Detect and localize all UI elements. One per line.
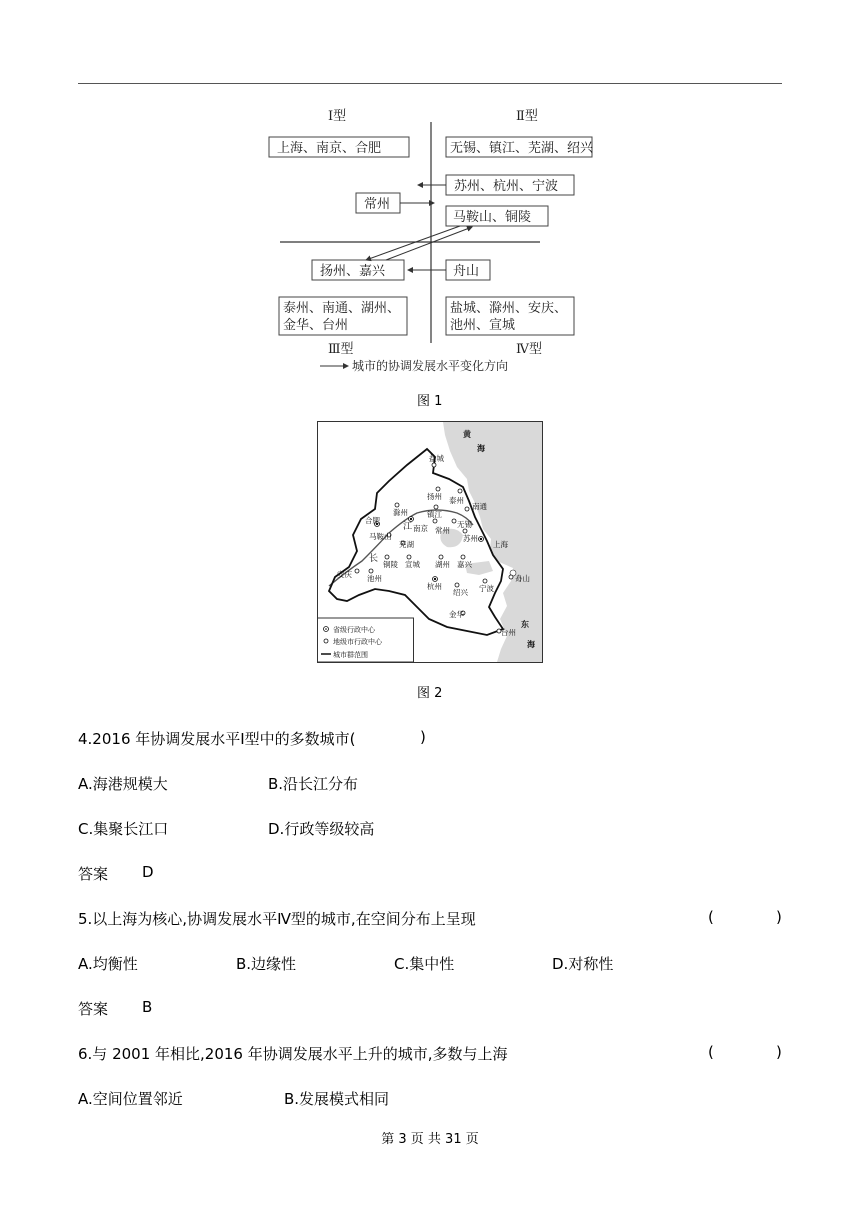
figure-1-diagram [260,100,600,380]
figure-2-map [317,421,543,663]
box-type3-line1: 泰州、南通、湖州、 [283,301,401,316]
label-hai-2: 海 [527,640,535,649]
box-suzhou-hangzhou-ningbo: 苏州、杭州、宁波 [454,179,559,194]
q5-option-d: D.对称性 [552,955,614,973]
header-rule [78,83,782,84]
type-4-label: Ⅳ型 [516,342,542,357]
label-taizhou-1: 泰州 [449,496,464,505]
box-type4-line1: 盐城、滁州、安庆、 [450,301,568,316]
figure-1-legend: 城市的协调发展水平变化方向 [352,359,509,373]
label-yangzhou: 扬州 [427,492,442,501]
box-shanghai-nanjing-hefei: 上海、南京、合肥 [277,141,382,156]
label-nanjing: 南京 [413,524,428,533]
q5-answer-label: 答案 [78,1000,109,1018]
box-changzhou: 常州 [364,197,391,212]
label-chuzhou: 滁州 [393,508,408,517]
box-type3-line2: 金华、台州 [283,318,349,333]
q5-answer: B [142,998,153,1016]
q4-stem: 4.2016 年协调发展水平Ⅰ型中的多数城市( [78,730,356,748]
q4-option-a: A.海港规模大 [78,775,168,793]
label-dong: 东 [521,620,529,629]
q6-option-b: B.发展模式相同 [284,1090,390,1108]
box-maanshan-tongling: 马鞍山、铜陵 [453,210,532,225]
q5-stem: 5.以上海为核心,协调发展水平Ⅳ型的城市,在空间分布上呈现 [78,910,476,928]
label-ningbo: 宁波 [479,584,494,593]
q6-paren-open: ( [708,1043,714,1061]
label-anqing: 安庆 [337,570,352,579]
page-footer: 第 3 页 共 31 页 [381,1132,479,1147]
q4-option-c: C.集聚长江口 [78,820,169,838]
label-wuhu: 芜湖 [399,540,414,549]
q5-option-c: C.集中性 [394,955,455,973]
arrow-maanshan-to-type3 [366,226,460,260]
label-huzhou: 湖州 [435,560,450,569]
label-nantong: 南通 [472,502,487,511]
figure-2-caption: 图 2 [417,686,443,701]
label-hangzhou: 杭州 [427,582,442,591]
label-xuancheng: 宣城 [405,560,420,569]
box-yangzhou-jiaxing: 扬州、嘉兴 [320,264,386,279]
label-zhoushan: 舟山 [515,574,530,583]
label-shanghai: 上海 [493,540,508,549]
box-zhoushan: 舟山 [453,264,480,279]
label-zhenjiang: 镇江 [427,510,442,519]
label-jinhua: 金华 [449,610,464,619]
label-wuxi: 无锡 [457,520,472,529]
q5-option-b: B.边缘性 [236,955,297,973]
label-changzhou: 常州 [435,526,450,535]
figure-1-svg [260,100,600,380]
q5-option-a: A.均衡性 [78,955,138,973]
legend-provincial: 省级行政中心 [333,626,375,634]
q5-paren-open: ( [708,908,714,926]
box-type4-line2: 池州、宣城 [450,318,516,333]
q4-option-b: B.沿长江分布 [268,775,359,793]
q4-answer-label: 答案 [78,865,109,883]
box-wuxi-zhenjiang-wuhu-shaoxing: 无锡、镇江、芜湖、绍兴 [450,141,594,156]
label-huang: 黄 [463,430,471,439]
type-1-label: Ⅰ型 [328,109,347,124]
label-jiaxing: 嘉兴 [457,560,472,569]
q6-stem: 6.与 2001 年相比,2016 年协调发展水平上升的城市,多数与上海 [78,1045,508,1063]
label-taizhou-2: 台州 [501,628,516,637]
label-shaoxing: 绍兴 [453,588,468,597]
type-3-label: Ⅲ型 [328,342,354,357]
arrow-yangzhou-to-type2 [386,227,472,260]
q6-option-a: A.空间位置邻近 [78,1090,183,1108]
q4-answer: D [142,863,154,881]
q4-paren-close: ) [420,728,426,746]
q6-paren-close: ) [776,1043,782,1061]
legend-prefecture: 地级市行政中心 [333,638,382,646]
label-jiang: 江 [403,522,413,532]
legend-boundary: 城市群范围 [333,651,368,659]
label-yancheng: 盐城 [429,454,444,463]
label-hai-1: 海 [477,444,485,453]
label-maanshan: 马鞍山 [369,532,392,541]
q5-paren-close: ) [776,908,782,926]
label-chizhou: 池州 [367,574,382,583]
label-hefei: 合肥 [365,516,380,525]
label-tongling: 铜陵 [383,560,398,569]
label-chang: 长 [369,554,379,564]
type-2-label: Ⅱ型 [516,109,538,124]
figure-2-svg [317,421,543,663]
figure-1-caption: 图 1 [417,394,443,409]
q4-option-d: D.行政等级较高 [268,820,375,838]
label-suzhou: 苏州 [463,534,478,543]
legend-prefecture-icon [324,639,328,643]
